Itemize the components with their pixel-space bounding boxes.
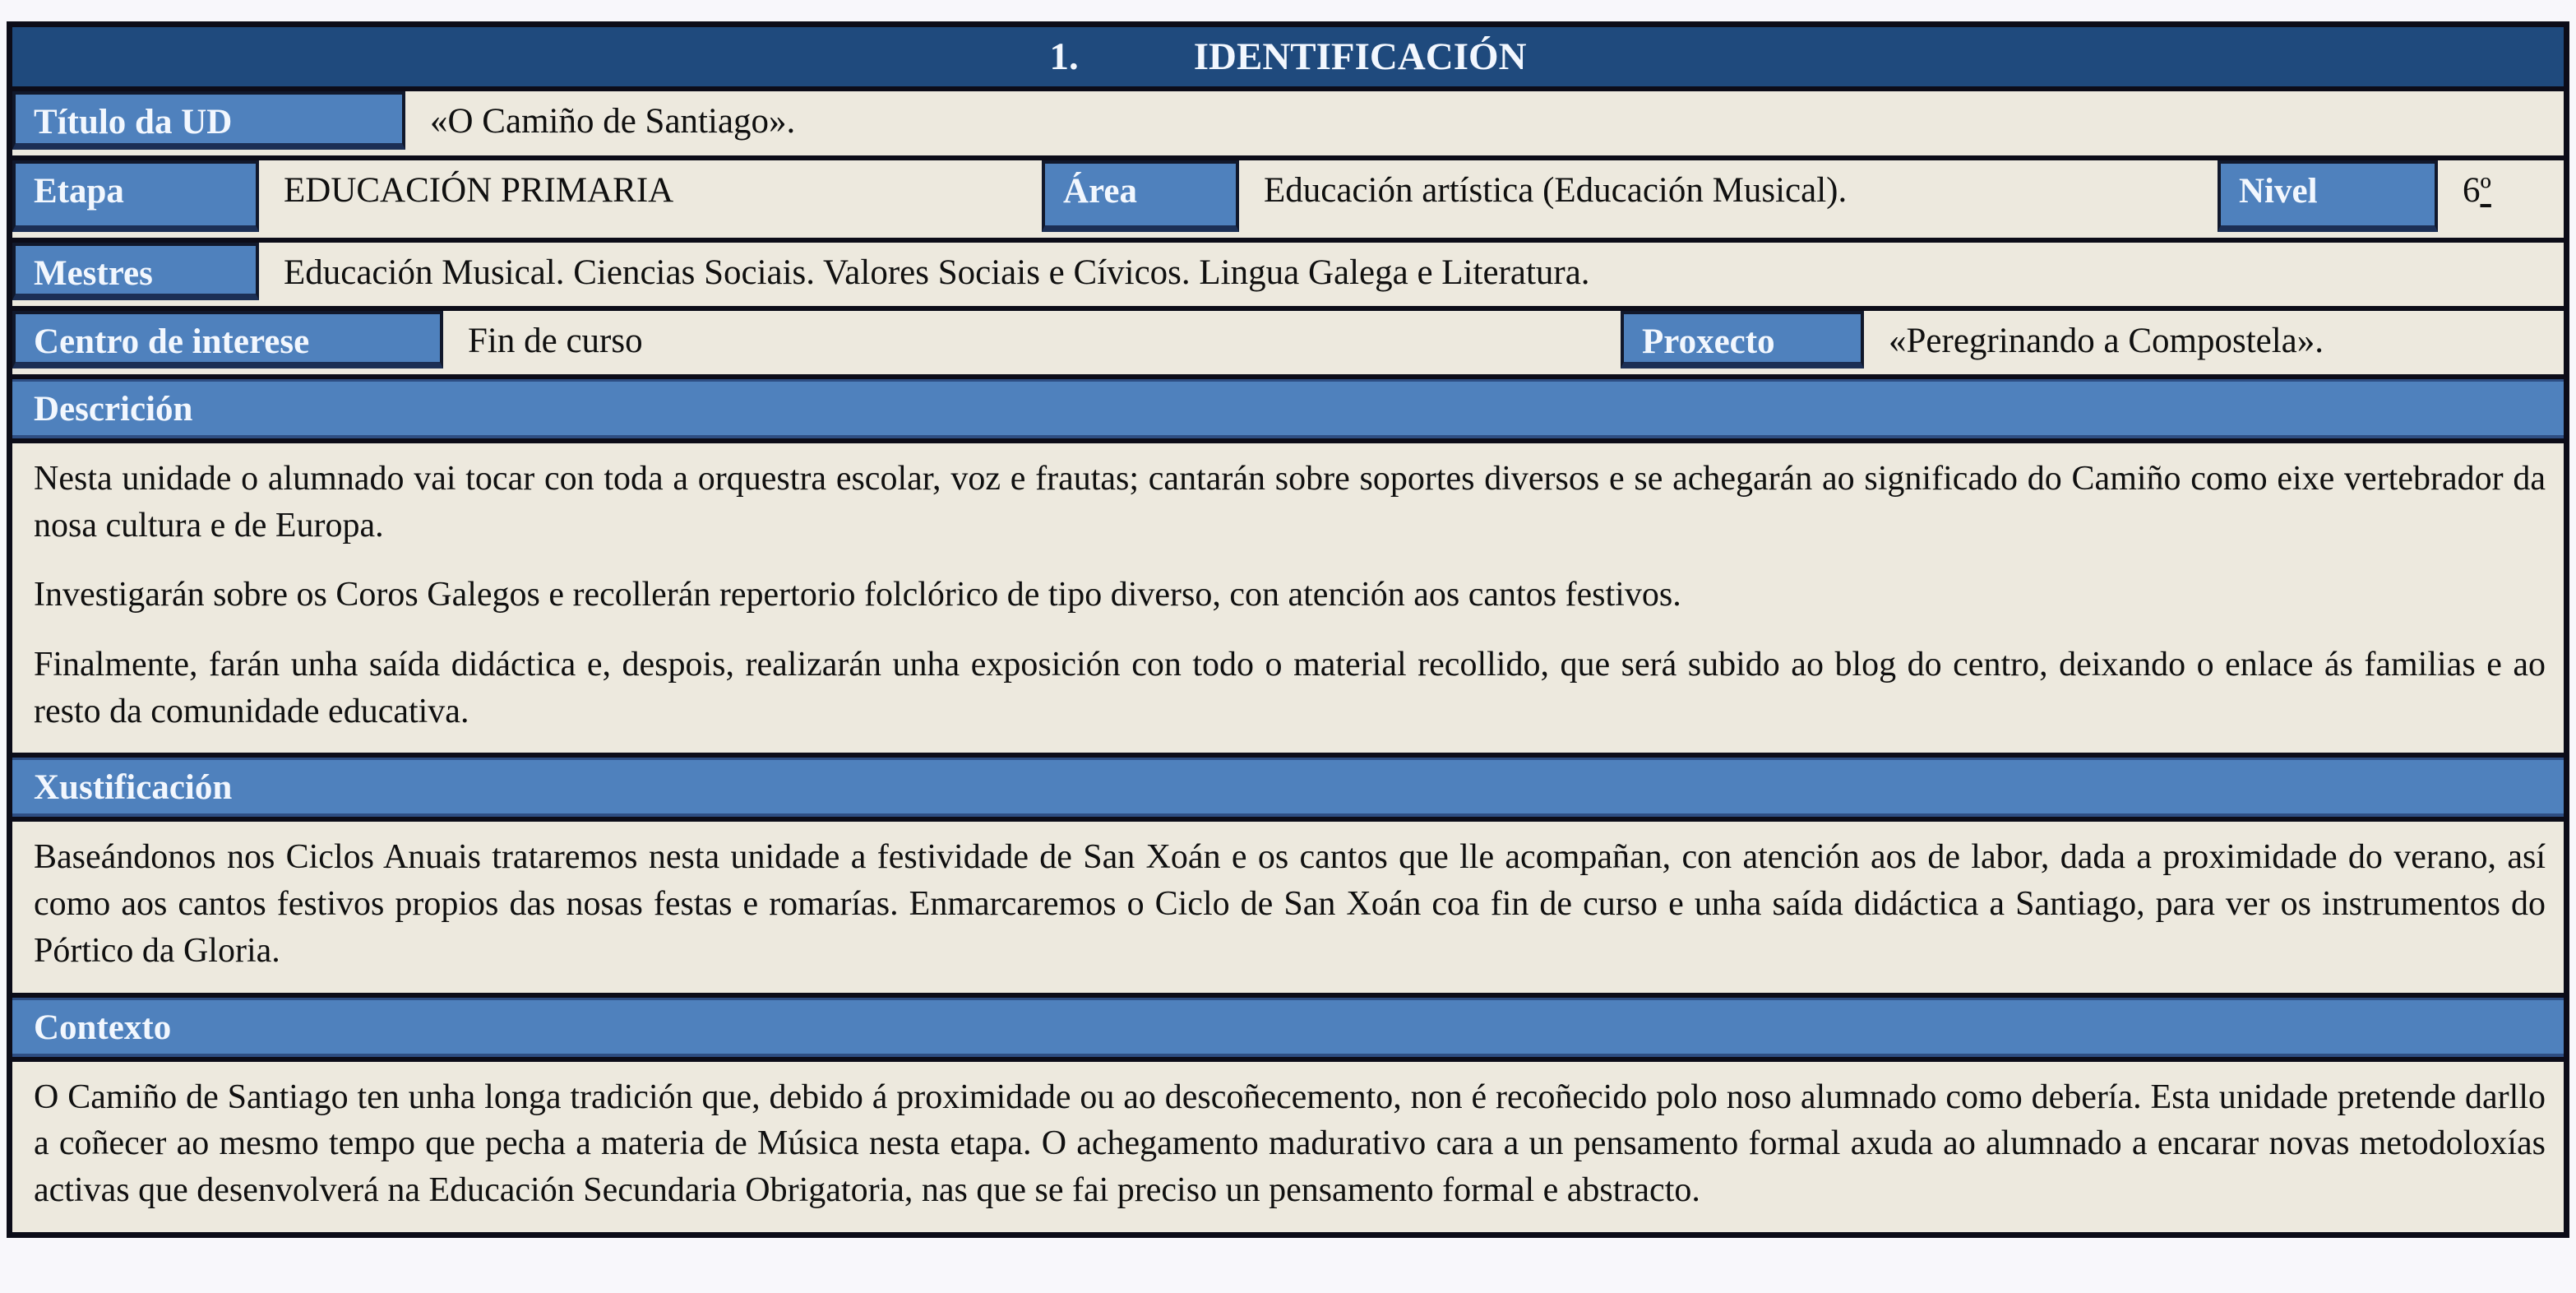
etapa-value: EDUCACIÓN PRIMARIA (284, 171, 674, 210)
centro-interese-label: Centro de interese (12, 311, 443, 368)
row-etapa-area-nivel (12, 160, 2564, 243)
descricion-paragraph: Investigarán sobre os Coros Galegos e recollerán repertorio folclórico de tipo diverso, con atención aos cantos festivos. (34, 576, 1681, 614)
descricion-text (12, 443, 2564, 753)
row-mestres (12, 243, 2564, 311)
xustificacion-header-row (12, 758, 2564, 822)
descricion-header-row (12, 379, 2564, 443)
nivel-number: 6 (2463, 171, 2481, 210)
descricion-section-label: Descrición (12, 379, 2564, 438)
centro-interese-value: Fin de curso (468, 322, 643, 360)
contexto-section-label: Contexto (12, 998, 2564, 1057)
proxecto-value: «Peregrinando a Compostela». (1889, 322, 2324, 360)
contexto-header-row (12, 998, 2564, 1062)
section-title: IDENTIFICACIÓN (1193, 35, 1527, 78)
mestres-value: Educación Musical. Ciencias Sociais. Valores Sociais e Cívicos. Lingua Galega e Literatura. (284, 253, 1590, 292)
titulo-ud-value: «O Camiño de Santiago». (430, 102, 796, 141)
identification-table (7, 21, 2569, 1238)
section-header-row (12, 27, 2564, 91)
descricion-body-row (12, 443, 2564, 758)
descricion-paragraph: Finalmente, farán unha saída didáctica e, despois, realizarán unha exposición con todo o material recollido, que será subido ao blog do centro, deixando o enlace ás familias e ao resto da comunidade educativa. (34, 646, 2546, 730)
nivel-value (2438, 160, 2564, 238)
row-titulo (12, 91, 2564, 160)
etapa-label: Etapa (12, 160, 259, 232)
area-label: Área (1042, 160, 1239, 232)
descricion-paragraph: Nesta unidade o alumnado vai tocar con toda a orquestra escolar, voz e frautas; cantarán sobre soportes diversos e se achegarán ao significado do Camiño como eixe vertebrador da nosa cultura e de Europa. (34, 460, 2546, 545)
xustificacion-text (12, 822, 2564, 992)
contexto-text (12, 1062, 2564, 1232)
row-centro-proxecto (12, 311, 2564, 379)
titulo-ud-label: Título da UD (12, 91, 405, 150)
mestres-label: Mestres (12, 243, 259, 300)
xustificacion-section-label: Xustificación (12, 758, 2564, 817)
section-number: 1. (1049, 35, 1079, 78)
nivel-ordinal: º (2480, 171, 2491, 210)
xustificacion-paragraph: Baseándonos nos Ciclos Anuais trataremos nesta unidade a festividade de San Xoán e os cantos que lle acompañan, con atención aos de labor, dada a proximidade do verano, así como aos cantos festivos propios das nosas festas e romarías. Enmarcaremos o Ciclo de San Xoán coa fin de curso e unha saída didáctica a Santiago, para ver os instrumentos do Pórtico da Gloria. (34, 838, 2546, 970)
xustificacion-body-row (12, 822, 2564, 997)
nivel-label: Nivel (2218, 160, 2438, 232)
contexto-paragraph: O Camiño de Santiago ten unha longa tradición que, debido á proximidade ou ao descoñecemento, non é recoñecido polo noso alumnado como debería. Esta unidade pretende darllo a coñecer ao mesmo tempo que pecha a materia de Música nesta etapa. O achegamento madurativo cara a un pensamento formal axuda ao alumnado a encarar novas metodoloxías activas que desenvolverá na Educación Secundaria Obrigatoria, nas que se fai preciso un pensamento formal e abstracto. (34, 1078, 2546, 1209)
proxecto-label: Proxecto (1621, 311, 1864, 368)
contexto-body-row (12, 1062, 2564, 1232)
area-value: Educación artística (Educación Musical). (1264, 171, 1848, 210)
